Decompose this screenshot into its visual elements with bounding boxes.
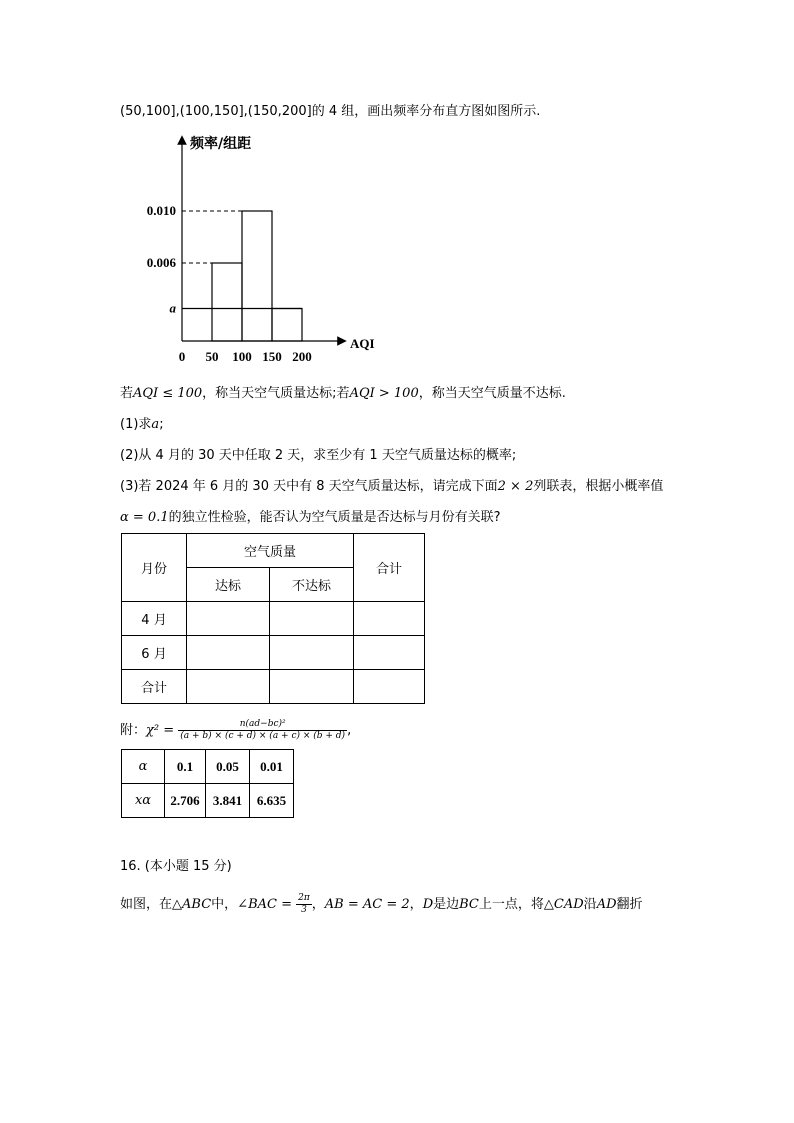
x-alpha-value: 6.635: [250, 784, 294, 818]
x-tick-label: 0: [178, 349, 186, 364]
intro-line: (50,100],(100,150],(150,200]的 4 组，画出频率分布直方图如图所示.: [120, 104, 541, 119]
cell-blank[interactable]: [270, 636, 354, 670]
x-axis-label: AQI: [350, 336, 375, 351]
condition-line: 若AQI ≤ 100，称当天空气质量达标;若AQI > 100，称当天空气质量不达标.: [120, 386, 566, 401]
cell-blank[interactable]: [354, 670, 425, 704]
x-alpha-value: 3.841: [206, 784, 250, 818]
question-3-line-2: α = 0.1的独立性检验，能否认为空气质量是否达标与月份有关联?: [120, 510, 501, 525]
x-tick-label: 150: [262, 349, 282, 364]
y-tick-label: a: [169, 300, 176, 316]
cell-blank[interactable]: [187, 602, 270, 636]
header-total: 合计: [354, 534, 425, 602]
question-16-header: 16. (本小题 15 分): [120, 859, 232, 874]
row-label: 合计: [122, 670, 187, 704]
header-not-ok: 不达标: [270, 568, 354, 602]
cell-blank[interactable]: [354, 636, 425, 670]
x-alpha-header: xα: [122, 784, 165, 818]
cell-blank[interactable]: [354, 602, 425, 636]
y-tick-label: 0.006: [146, 255, 176, 270]
alpha-value: 0.05: [206, 750, 250, 784]
x-tick-label: 50: [205, 349, 219, 364]
appendix-formula: 附：χ² = $\frac{\text{n(ad−bc)²}}{(a + b) \times (c + d) \times (a + c) \times (b + d)}$ ,: [120, 719, 352, 741]
cell-blank[interactable]: [187, 670, 270, 704]
header-air-quality: 空气质量: [187, 534, 354, 568]
cell-blank[interactable]: [270, 602, 354, 636]
chi-square-fraction: $\frac{\text{n(ad−bc)²}}{(a + b) \times (c + d) \times (a + c) \times (b + d)}$: [180, 719, 346, 741]
question-16-text: 如图，在△ABC中，∠BAC = $\frac{2\pi}{3}$ ，AB = AC = 2，D是边BC上一点，将△CAD沿AD翻折: [120, 893, 643, 915]
question-1: (1)求a;: [120, 417, 164, 432]
header-ok: 达标: [187, 568, 270, 602]
x-tick-label: 200: [292, 349, 312, 364]
angle-fraction: $\frac{2\pi}{3}$: [298, 893, 310, 915]
question-2: (2)从 4 月的 30 天中任取 2 天，求至少有 1 天空气质量达标的概率;: [120, 448, 517, 463]
cell-blank[interactable]: [270, 670, 354, 704]
alpha-header: α: [122, 750, 165, 784]
x-tick-label: 100: [232, 349, 252, 364]
histogram-bar: [242, 211, 272, 341]
y-axis-label: 频率/组距: [190, 136, 252, 152]
y-tick-label: 0.010: [146, 203, 176, 218]
contingency-table: [121, 533, 425, 704]
header-month: 月份: [122, 534, 187, 602]
critical-value-table: [121, 749, 294, 818]
alpha-value: 0.1: [165, 750, 206, 784]
row-label: 4 月: [122, 602, 187, 636]
alpha-value: 0.01: [250, 750, 294, 784]
histogram-bar: [272, 309, 302, 342]
question-3-line-1: (3)若 2024 年 6 月的 30 天中有 8 天空气质量达标，请完成下面2 × 2列联表，根据小概率值: [120, 479, 664, 494]
row-label: 6 月: [122, 636, 187, 670]
cell-blank[interactable]: [187, 636, 270, 670]
x-alpha-value: 2.706: [165, 784, 206, 818]
histogram-bar: [212, 263, 242, 341]
frequency-histogram: [130, 128, 390, 368]
